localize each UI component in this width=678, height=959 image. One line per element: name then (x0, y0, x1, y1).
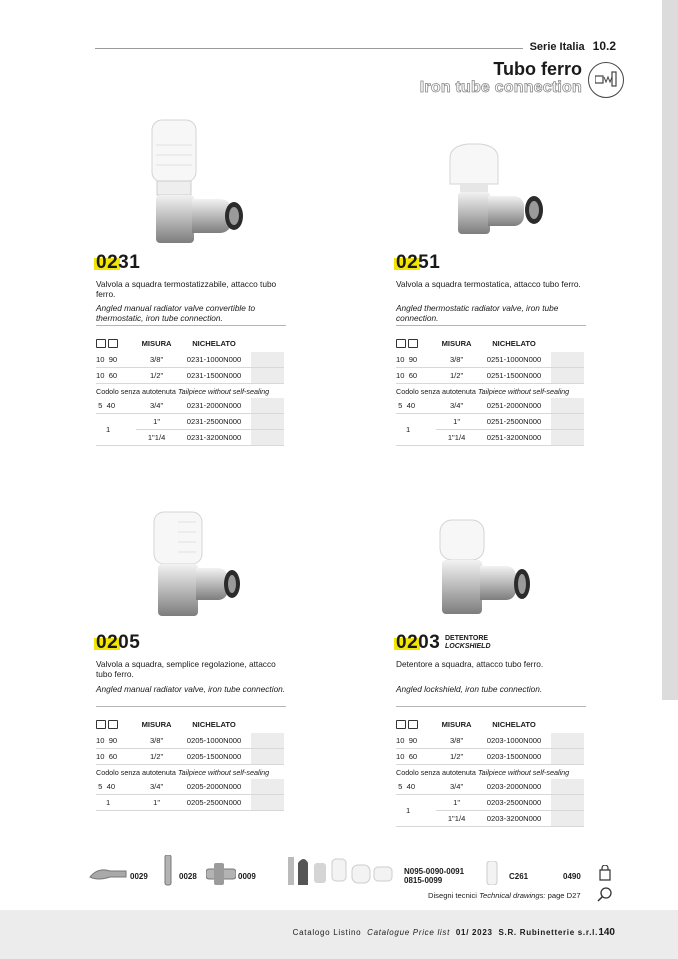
product-image-0231 (148, 115, 248, 255)
series-label: Serie Italia 10.2 (529, 39, 616, 53)
accessories-strip (88, 855, 668, 895)
table-row: 5 40 3/4" 0251-2000N000 (396, 398, 584, 414)
product-desc-en-0203: Angled lockshield, iron tube connection. (396, 684, 543, 694)
lockshield-tag: DETENTORE LOCKSHIELD (445, 635, 491, 650)
carton-icon (408, 339, 418, 348)
product-code-0231: 0231 (96, 252, 141, 273)
product-desc-en-0205: Angled manual radiator valve, iron tube connection. (96, 684, 286, 694)
price-table-0251 (396, 334, 584, 446)
page-edge-tab (662, 0, 678, 700)
table-row: 10 60 1/2" 0203-1500N000 (396, 749, 584, 765)
table-row: 10 90 3/8" 0251-1000N000 (396, 352, 584, 368)
col-nichelato: NICHELATO (192, 719, 236, 729)
product-desc-en-0231: Angled manual radiator valve convertible to thermostatic, iron tube connection. (96, 303, 256, 323)
accessory-code-0009: 0009 (238, 872, 256, 881)
accessory-image-0028 (163, 855, 173, 887)
product-desc-en-0251: Angled thermostatic radiator valve, iron tube connection. (396, 303, 559, 323)
product-desc-it-0231: Valvola a squadra termostatizzabile, attacco tubo ferro. (96, 279, 277, 299)
carton-icon (108, 339, 118, 348)
product-desc-it-0205: Valvola a squadra, semplice regolazione, attacco tubo ferro. (96, 659, 276, 679)
codolo-note: Codolo senza autotenuta Tailpiece without self-sealing (396, 386, 570, 396)
table-row: 5 40 3/4" 0203-2000N000 (396, 779, 584, 795)
table-row: 1 1" 0203-2500N000 (396, 795, 584, 811)
col-misura: MISURA (141, 338, 172, 348)
product-desc-it-0203: Detentore a squadra, attacco tubo ferro. (396, 659, 544, 669)
box-icon (396, 720, 406, 729)
section-number: 10.2 (592, 39, 616, 53)
table-row: 1"1/4 0231-3200N000 (96, 430, 284, 446)
table-row: 1"1/4 0251-3200N000 (396, 430, 584, 446)
accessory-code-0490: 0490 (563, 872, 581, 881)
carton-icon (408, 720, 418, 729)
price-table-0231 (96, 334, 284, 446)
accessory-code-0028: 0028 (179, 872, 197, 881)
divider (96, 325, 286, 326)
table-row: 1 1" 0251-2500N000 (396, 414, 584, 430)
col-misura: MISURA (441, 719, 472, 729)
codolo-note: Codolo senza autotenuta Tailpiece without self-sealing (396, 767, 570, 777)
table-row: 10 60 1/2" 0205-1500N000 (96, 749, 284, 765)
divider (396, 706, 586, 707)
price-table-0203 (396, 715, 584, 827)
product-code-0203: 0203 (396, 632, 441, 653)
product-code-0251: 0251 (396, 252, 441, 273)
accessory-image-0009 (206, 863, 236, 885)
header-rule (95, 48, 523, 49)
product-image-0251 (442, 140, 552, 245)
divider (96, 706, 286, 707)
box-icon (96, 720, 106, 729)
page-number: 140 (598, 927, 615, 938)
shopping-bag-icon (598, 865, 612, 881)
col-nichelato: NICHELATO (492, 338, 536, 348)
accessory-code-c261: C261 (509, 872, 529, 881)
footer-text: Catalogo Listino Catalogue Price list 01/ 2023 S.R. Rubinetterie s.r.l. (292, 928, 598, 937)
product-code-0205: 0205 (96, 632, 141, 653)
codolo-note: Codolo senza autotenuta Tailpiece without self-sealing (96, 386, 270, 396)
table-row: 10 60 1/2" 0231-1500N000 (96, 368, 284, 384)
table-row: 10 90 3/8" 0203-1000N000 (396, 733, 584, 749)
product-image-0203 (436, 516, 536, 626)
page-footer (0, 910, 678, 959)
product-image-0205 (150, 508, 245, 628)
table-row: 10 90 3/8" 0231-1000N000 (96, 352, 284, 368)
table-row: 5 40 3/4" 0205-2000N000 (96, 779, 284, 795)
col-misura: MISURA (141, 719, 172, 729)
table-row: 10 60 1/2" 0251-1500N000 (396, 368, 584, 384)
iron-tube-icon (588, 62, 624, 98)
page-title: Tubo ferro (493, 59, 582, 79)
table-row: 1 1" 0231-2500N000 (96, 414, 284, 430)
accessory-code-n095: N095-0090-0091 0815-0099 (404, 867, 465, 885)
search-icon (597, 887, 613, 903)
col-nichelato: NICHELATO (492, 719, 536, 729)
table-row: 10 90 3/8" 0205-1000N000 (96, 733, 284, 749)
codolo-note: Codolo senza autotenuta Tailpiece without self-sealing (96, 767, 270, 777)
accessory-image-0029 (88, 865, 128, 885)
box-icon (396, 339, 406, 348)
table-row: 1 1" 0205-2500N000 (96, 795, 284, 811)
col-nichelato: NICHELATO (192, 338, 236, 348)
box-icon (96, 339, 106, 348)
accessory-image-c261 (484, 861, 500, 885)
price-table-0205 (96, 715, 284, 811)
technical-drawings-note: Disegni tecnici Technical drawings: page D27 (428, 891, 581, 900)
accessory-code-0029: 0029 (130, 872, 148, 881)
col-misura: MISURA (441, 338, 472, 348)
page-subtitle: Iron tube connection (419, 79, 582, 96)
product-desc-it-0251: Valvola a squadra termostatica, attacco tubo ferro. (396, 279, 581, 289)
table-row: 1"1/4 0203-3200N000 (396, 811, 584, 827)
accessory-image-n095 (286, 855, 398, 891)
carton-icon (108, 720, 118, 729)
table-row: 5 40 3/4" 0231-2000N000 (96, 398, 284, 414)
divider (396, 325, 586, 326)
